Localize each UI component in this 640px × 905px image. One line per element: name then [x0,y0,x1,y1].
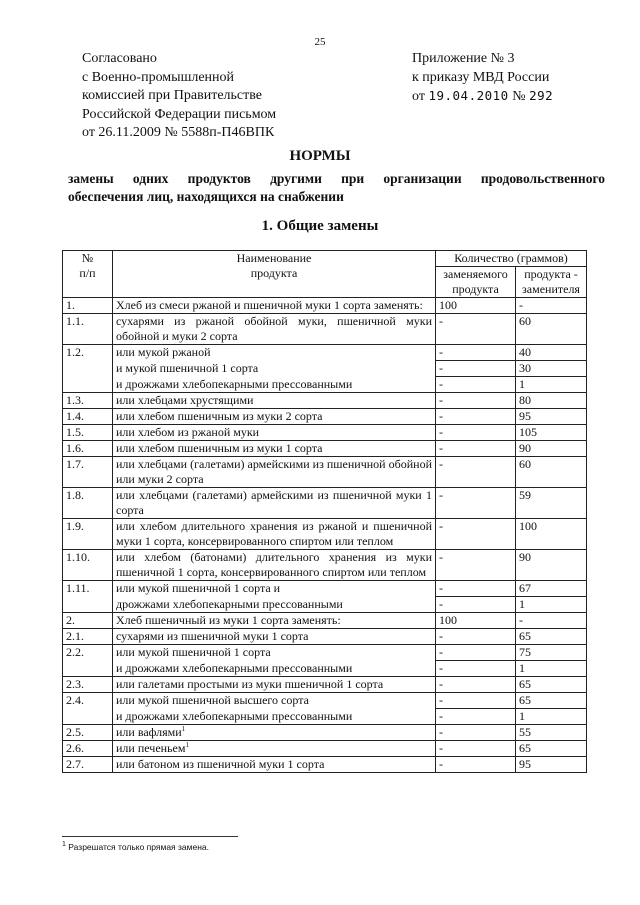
replacement-quantity: 1 [516,709,587,725]
section-title: 1. Общие замены [261,218,379,234]
replaced-quantity: - [436,425,516,441]
replaced-quantity: - [436,757,516,773]
number-prefix: № [512,89,526,104]
approval-line: комиссией при Правительстве [82,88,262,103]
row-number: 2.2. [63,645,113,677]
header-replacement: продукта - заменителя [516,267,587,298]
product-name [113,645,436,661]
product-name [113,725,436,741]
document-subtitle [68,170,605,206]
product-name [113,629,436,645]
replacement-quantity: 95 [516,757,587,773]
header-quantity: Количество (граммов) [436,251,587,267]
row-number: 2.7. [63,757,113,773]
product-name-text: или хлебцами (галетами) армейскими из пшеничной обойной или муки 2 сорта [116,457,432,486]
table-row [63,441,587,457]
product-name-text: или мукой ржаной [116,345,211,359]
product-name [113,488,436,519]
row-number: 1.6. [63,441,113,457]
table-row [63,741,587,757]
table-row [63,629,587,645]
product-name-text: или хлебом (батонами) длительного хранения из муки пшеничной 1 сорта, консервированного спиртом или теплом [116,550,432,579]
table-row [63,314,587,345]
product-name [113,298,436,314]
product-name [113,709,436,725]
order-reference: к приказу МВД России [412,69,550,85]
appendix-label: Приложение № 3 [412,51,515,66]
product-name-text: сухарями из пшеничной муки 1 сорта [116,629,309,643]
product-name [113,519,436,550]
replaced-quantity: 100 [436,298,516,314]
row-number: 1.10. [63,550,113,581]
approval-line: от 26.11.2009 № 5588п-П46ВПК [82,125,275,140]
footnote [62,842,209,852]
product-name-text: и дрожжами хлебопекарными прессованными [116,660,353,675]
table-row [63,361,587,377]
table-row [63,298,587,314]
header-name-line2: продукта [250,266,298,280]
product-name-text: или батоном из пшеничной муки 1 сорта [116,757,325,771]
page-number: 25 [314,36,326,48]
replaced-quantity: 100 [436,613,516,629]
product-name [113,441,436,457]
table-row [63,725,587,741]
table-row [63,377,587,393]
header-number [63,251,113,298]
product-name-text: или хлебцами хрустящими [116,393,254,407]
product-name-text: или мукой пшеничной 1 сорта [116,645,271,659]
replaced-quantity: - [436,693,516,709]
product-name-text: и дрожжами хлебопекарными прессованными [116,708,353,723]
row-number: 2. [63,613,113,629]
replacement-quantity: 59 [516,488,587,519]
product-name-text: или хлебом из ржаной муки [116,425,260,439]
replacement-quantity: 60 [516,314,587,345]
table-row [63,409,587,425]
approval-line: с Военно-промышленной [82,69,235,85]
product-name-text: или вафлями [116,725,182,739]
table-body [63,298,587,773]
product-name-text: дрожжами хлебопекарными прессованными [116,596,343,611]
replaced-quantity: - [436,645,516,661]
date-prefix: от [412,89,425,104]
replaced-quantity: - [436,709,516,725]
header-product-name [113,251,436,298]
approval-line: Российской Федерации письмом [82,106,277,122]
product-name [113,597,436,613]
header-number-line1: № [81,251,94,265]
row-number: 1.4. [63,409,113,425]
replacement-quantity: 100 [516,519,587,550]
product-name [113,409,436,425]
replacement-quantity: 1 [516,661,587,677]
product-name-text: или хлебом длительного хранения из ржаной и пшеничной муки 1 сорта, консервированного спиртом или теплом [116,519,432,548]
product-name-text: или мукой пшеничной высшего сорта [116,693,309,707]
replaced-quantity: - [436,361,516,377]
row-number: 2.4. [63,693,113,725]
replacement-quantity: 90 [516,550,587,581]
replaced-quantity: - [436,457,516,488]
replacement-quantity: 1 [516,597,587,613]
row-number: 2.3. [63,677,113,693]
replacement-quantity: 65 [516,693,587,709]
table-row [63,581,587,597]
table-row [63,661,587,677]
table-row [63,345,587,361]
replaced-quantity: - [436,519,516,550]
row-number: 2.5. [63,725,113,741]
footnote-text: Разрешатся только прямая замена. [68,842,210,852]
header-number-line2: п/п [79,266,96,280]
replacement-quantity: 40 [516,345,587,361]
replaced-quantity: - [436,661,516,677]
footnote-divider [62,836,238,837]
order-number: 292 [529,88,554,103]
replacement-quantity: 95 [516,409,587,425]
subtitle-line-1: замены одних продуктов другими при организации продовольственного [68,171,605,186]
replaced-quantity: - [436,629,516,645]
table-row [63,393,587,409]
row-number: 1.11. [63,581,113,613]
product-name [113,393,436,409]
approval-block [82,50,276,143]
footnote-reference: 1 [185,741,189,749]
row-number: 1.7. [63,457,113,488]
table-row [63,645,587,661]
order-date: 19.04.2010 [428,88,509,103]
product-name [113,345,436,361]
row-number: 1.1. [63,314,113,345]
table-row [63,457,587,488]
table-row [63,488,587,519]
product-name [113,361,436,377]
replacement-quantity: 65 [516,629,587,645]
product-name-text: Хлеб из смеси ржаной и пшеничной муки 1 сорта заменять: [116,298,423,312]
replacement-quantity: 60 [516,457,587,488]
row-number: 1. [63,298,113,314]
replaced-quantity: - [436,314,516,345]
product-name [113,757,436,773]
row-number: 2.1. [63,629,113,645]
footnote-mark: 1 [62,841,66,849]
product-name [113,693,436,709]
replaced-quantity: - [436,581,516,597]
replaced-quantity: - [436,377,516,393]
replaced-quantity: - [436,550,516,581]
replaced-quantity: - [436,597,516,613]
replacement-quantity: 65 [516,677,587,693]
replaced-quantity: - [436,409,516,425]
row-number: 1.3. [63,393,113,409]
table-row [63,550,587,581]
document-title: НОРМЫ [289,148,351,164]
table-row [63,425,587,441]
row-number: 1.9. [63,519,113,550]
replacement-quantity: 55 [516,725,587,741]
product-name [113,677,436,693]
product-name [113,425,436,441]
replacement-quantity: 90 [516,441,587,457]
table-row [63,519,587,550]
replaced-quantity: - [436,345,516,361]
table-row [63,693,587,709]
product-name-text: или мукой пшеничной 1 сорта и [116,581,281,595]
replacement-quantity: 105 [516,425,587,441]
replaced-quantity: - [436,488,516,519]
replaced-quantity: - [436,441,516,457]
header-name-line1: Наименование [236,251,312,265]
replacement-quantity: 80 [516,393,587,409]
product-name-text: или галетами простыми из муки пшеничной 1 сорта [116,677,384,691]
replacement-quantity: 75 [516,645,587,661]
product-name [113,613,436,629]
approval-line: Согласовано [82,51,157,66]
table-row [63,709,587,725]
table-row [63,757,587,773]
product-name [113,377,436,393]
product-name-text: и мукой пшеничной 1 сорта [116,360,259,375]
order-date-line [412,87,553,107]
replacement-quantity: 65 [516,741,587,757]
product-name-text: или хлебцами (галетами) армейскими из пшеничной муки 1 сорта [116,488,432,517]
product-name [113,550,436,581]
row-number: 1.5. [63,425,113,441]
replaced-quantity: - [436,677,516,693]
replacement-quantity: - [516,613,587,629]
replacement-quantity: 30 [516,361,587,377]
product-name-text: Хлеб пшеничный из муки 1 сорта заменять: [116,613,341,627]
replaced-quantity: - [436,725,516,741]
product-name [113,314,436,345]
product-name-text: сухарями из ржаной обойной муки, пшеничной муки обойной и муки 2 сорта [116,314,432,343]
product-name [113,661,436,677]
header-replaced: заменяемого продукта [436,267,516,298]
replacement-quantity: 67 [516,581,587,597]
product-name [113,457,436,488]
product-name [113,581,436,597]
subtitle-line-2: обеспечения лиц, находящихся на снабжении [68,189,344,204]
row-number: 1.8. [63,488,113,519]
table-row [63,597,587,613]
product-name-text: или хлебом пшеничным из муки 2 сорта [116,409,323,423]
row-number: 1.2. [63,345,113,393]
table-row [63,613,587,629]
replacement-quantity: - [516,298,587,314]
appendix-block [412,50,553,107]
product-name-text: или хлебом пшеничным из муки 1 сорта [116,441,323,455]
replaced-quantity: - [436,393,516,409]
replaced-quantity: - [436,741,516,757]
product-name [113,741,436,757]
row-number: 2.6. [63,741,113,757]
substitution-table [62,250,587,773]
product-name-text: или печеньем [116,741,186,755]
replacement-quantity: 1 [516,377,587,393]
product-name-text: и дрожжами хлебопекарными прессованными [116,376,353,391]
footnote-reference: 1 [181,725,186,733]
table-row [63,677,587,693]
